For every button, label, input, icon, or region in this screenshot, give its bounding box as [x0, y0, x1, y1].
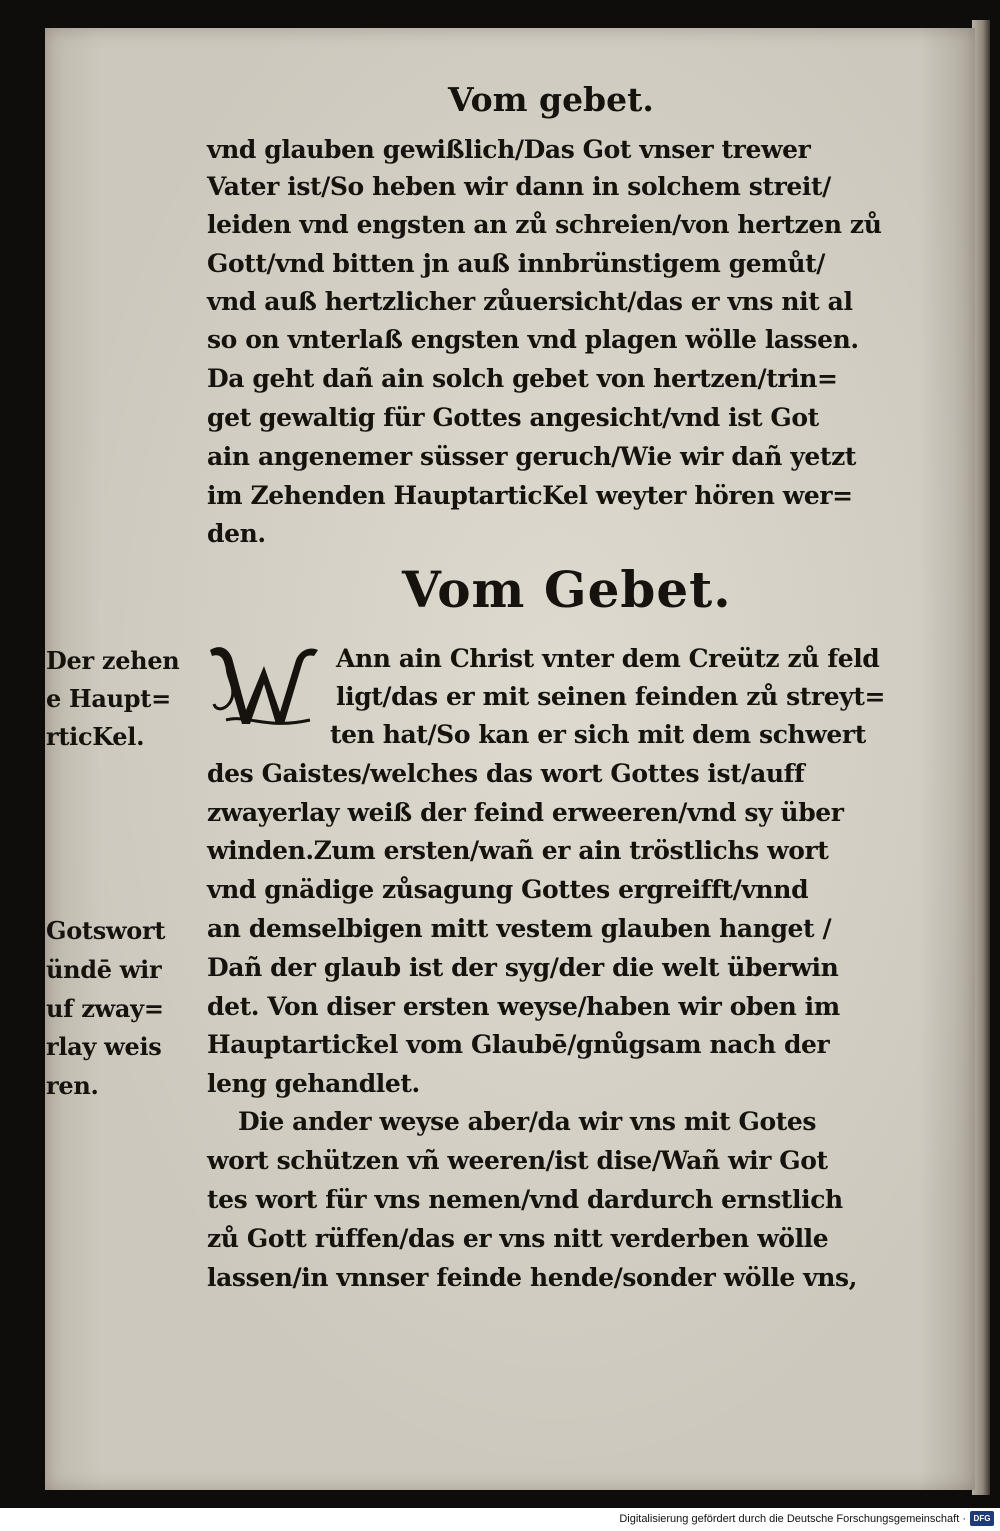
text-line: Hauptarticꝁel vom Glaubē/gnůgsam nach der — [207, 1030, 830, 1059]
dfg-logo: DFG — [970, 1511, 994, 1526]
margin-line: ündē wir — [46, 955, 162, 984]
text-line: Ann ain Christ vnter dem Creütz zů feld — [336, 644, 880, 673]
text-line: an demselbigen mitt vestem glauben hanget / — [207, 914, 832, 943]
text-line: vnd auß hertzlicher zůuersicht/das er vns nit al — [207, 287, 853, 316]
text-line: Gott/vnd bitten jn auß innbrünstigem gemůt/ — [207, 249, 826, 278]
text-line: Da geht dañ ain solch gebet von hertzen/trin= — [207, 364, 838, 393]
text-line: get gewaltig für Gottes angesicht/vnd ist Got — [207, 403, 819, 432]
section-heading: Vom Gebet. — [402, 560, 732, 619]
decorated-initial-w — [206, 640, 324, 728]
text-line: zwayerlay weiß der feind erweeren/vnd sy über — [207, 798, 844, 827]
margin-line: rlay weis — [46, 1032, 162, 1061]
margin-line: e Haupt= — [46, 684, 171, 713]
margin-line: rticKel. — [46, 722, 145, 751]
margin-line: Gotswort — [46, 916, 166, 945]
text-line: ten hat/So kan er sich mit dem schwert — [330, 720, 866, 749]
text-line: lassen/in vnnser feinde hende/sonder wölle vns, — [207, 1263, 858, 1292]
text-line: leiden vnd engsten an zů schreien/von hertzen zů — [207, 210, 882, 239]
text-line: des Gaistes/welches das wort Gottes ist/auff — [207, 759, 805, 788]
running-head: Vom gebet. — [448, 80, 654, 119]
text-line: ain angenemer süsser geruch/Wie wir dañ yetzt — [207, 442, 857, 471]
text-line: ligt/das er mit seinen feinden zů streyt= — [336, 682, 886, 711]
text-line: Dañ der glaub ist der syg/der die welt überwin — [207, 953, 839, 982]
text-line: den. — [207, 519, 266, 548]
text-line: so on vnterlaß engsten vnd plagen wölle lassen. — [207, 325, 859, 354]
text-line: wort schützen vñ weeren/ist dise/Wañ wir Got — [207, 1146, 828, 1175]
funding-credit: Digitalisierung gefördert durch die Deutsche Forschungsgemeinschaft · — [619, 1513, 966, 1525]
text-line: vnd glauben gewißlich/Das Got vnser trewer — [207, 135, 811, 164]
text-line: im Zehenden HauptarticKel weyter hören wer= — [207, 481, 853, 510]
text-line: zů Gott rüffen/das er vns nitt verderben wölle — [207, 1224, 829, 1253]
text-line: det. Von diser ersten weyse/haben wir oben im — [207, 992, 840, 1021]
text-line: Vater ist/So heben wir dann in solchem streit/ — [207, 172, 831, 201]
margin-line: Der zehen — [46, 646, 180, 675]
text-line: winden.Zum ersten/wañ er ain tröstlichs wort — [207, 836, 829, 865]
text-line: tes wort für vns nemen/vnd dardurch ernstlich — [207, 1185, 843, 1214]
margin-line: uf zway= — [46, 994, 164, 1023]
text-line: Die ander weyse aber/da wir vns mit Gotes — [238, 1107, 817, 1136]
margin-line: ren. — [46, 1071, 99, 1100]
text-line: leng gehandlet. — [207, 1069, 420, 1098]
text-line: vnd gnädige zůsagung Gottes ergreifft/vnnd — [207, 875, 809, 904]
